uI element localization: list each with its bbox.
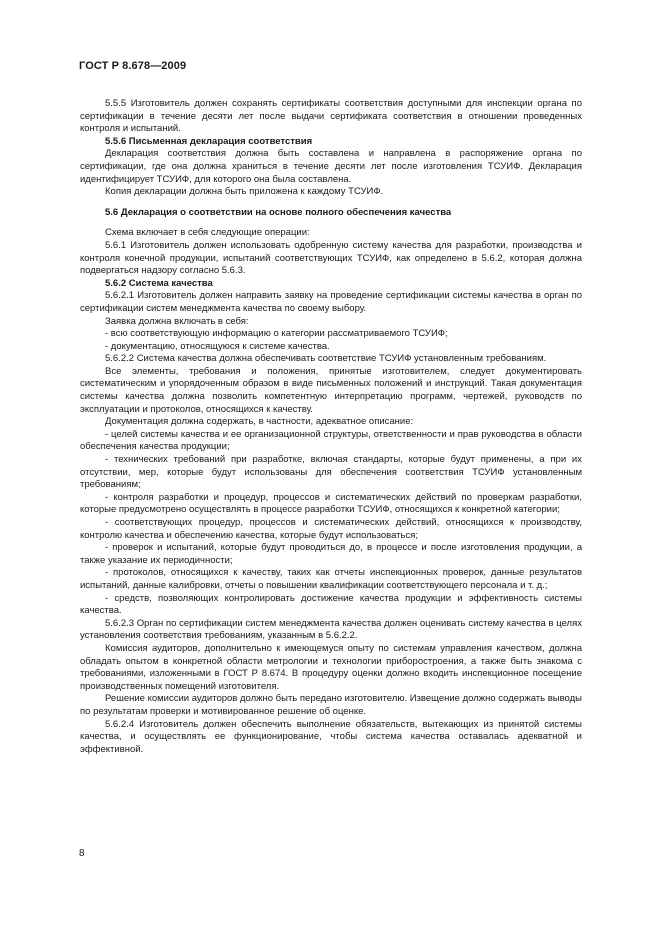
paragraph: Решение комиссии аудиторов должно быть передано изготовителю. Извещение должно содержать выводы по результатам проверки и мотивированное решение об оценке. (80, 693, 582, 717)
paragraph: Комиссия аудиторов, дополнительно к имеющемуся опыту по системам управления качеством, должна обладать опытом в конкретной области метрологии и технологии приборостроения, а также быть знакома с требованиями, изложенными в ГОСТ Р 8.674. В процедуру оценки должно входить инспекционное посещение производственных помещений изготовителя. (80, 642, 582, 692)
paragraph: - технических требований при разработке, включая стандарты, которые будут применены, а при их отсутствии, мер, которые будут использованы для обеспечения соответствия ТСУИФ установленным требованиям; (80, 454, 582, 491)
paragraph: - проверок и испытаний, которые будут проводиться до, в процессе и после изготовления продукции, а также указание их периодичности; (80, 542, 582, 566)
paragraph: - контроля разработки и процедур, процессов и систематических действий по проверкам разработки, которые предусмотрено осуществлять в процессе разработки ТСУИФ, относящихся к конкретной категории; (80, 491, 582, 516)
paragraph: Документация должна содержать, в частности, адекватное описание: (105, 416, 414, 428)
paragraph: - всю соответствующую информацию о категории рассматриваемого ТСУИФ; (105, 328, 448, 340)
paragraph: 5.6.2.3 Орган по сертификации систем менеджмента качества должен оценивать систему качества в целях установления соответствия требованиям, указанным в 5.6.2.2. (80, 617, 582, 642)
paragraph: 5.6.2.2 Система качества должна обеспечивать соответствие ТСУИФ установленным требованиям. (105, 353, 547, 365)
paragraph: - целей системы качества и ее организационной структуры, ответственности и прав руководства в области обеспечения качества продукции; (80, 428, 582, 453)
section-heading: 5.5.6 Письменная декларация соответствия (105, 135, 313, 147)
section-heading: 5.6 Декларация о соответствии на основе полного обеспечения качества (105, 206, 452, 218)
paragraph: Заявка должна включать в себя: (105, 315, 249, 327)
paragraph: - соответствующих процедур, процессов и систематических действий, относящихся к производству, контролю качества и обеспечению качества, которые будут использоваться; (80, 517, 582, 541)
page-number: 8 (79, 848, 85, 859)
document-header: ГОСТ Р 8.678—2009 (79, 60, 187, 72)
paragraph: Декларация соответствия должна быть составлена и направлена в распоряжение органа по сертификации, где она должна храниться в течение десяти лет после изготовления ТСУИФ. Декларация идентифицирует ТСУИФ, для которого она была составлена. (80, 148, 582, 185)
paragraph: 5.6.2.1 Изготовитель должен направить заявку на проведение сертификации системы качества в орган по сертификации систем менеджмента качества по своему выбору. (80, 290, 582, 314)
paragraph: Копия декларации должна быть приложена к каждому ТСУИФ. (105, 186, 384, 198)
document-body (80, 98, 582, 756)
paragraph: Все элементы, требования и положения, принятые изготовителем, следует документировать систематическим и упорядоченным образом в виде письменных положений и инструкций. Такая документация системы качества должна позволить компетентную интерпретацию программ, чертежей, руководств по эксплуатации и протоколов, относящихся к качеству. (80, 365, 582, 415)
paragraph: 5.5.5 Изготовитель должен сохранять сертификаты соответствия доступными для инспекции органа по сертификации в течение десяти лет после выдачи сертификата соответствия в отношении проведенных контроля и испытаний. (80, 98, 582, 135)
paragraph: Схема включает в себя следующие операции: (105, 227, 310, 239)
section-heading: 5.6.2 Система качества (105, 277, 213, 289)
paragraph: - протоколов, относящихся к качеству, таких как отчеты инспекционных проверок, данные результатов испытаний, данные калибровки, отчеты о повышении квалификации соответствующего персонала и т. д.; (80, 567, 582, 591)
paragraph: 5.6.1 Изготовитель должен использовать одобренную систему качества для разработки, производства и контроля конечной продукции, испытаний соответствующих ТСУИФ, как определено в 5.6.2, которая должна подвергаться надзору согласно 5.6.3. (80, 239, 582, 277)
paragraph: - средств, позволяющих контролировать достижение качества продукции и эффективность системы качества. (80, 592, 582, 617)
paragraph: 5.6.2.4 Изготовитель должен обеспечить выполнение обязательств, вытекающих из принятой системы качества, и осуществлять ее функционирование, чтобы система качества оставалась адекватной и эффективной. (80, 718, 582, 755)
paragraph: - документацию, относящуюся к системе качества. (105, 340, 330, 352)
